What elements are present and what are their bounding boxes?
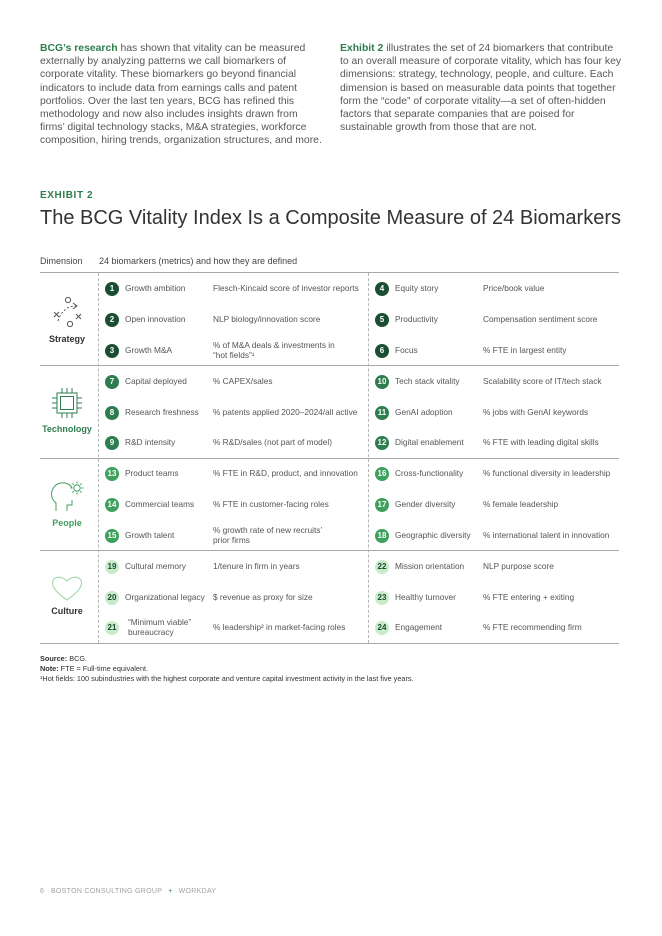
note-label: Note: [40, 664, 59, 673]
intro-right-text: illustrates the set of 24 biomarkers that contribute to an overall measure of corporate vitality, which has four key dimensions: strategy, technology, people, and culture. Each dimension is based on measurable data points that together form the “code” of corporate vitality—a set of often-hidden factors that separate companies that are poised for sustainable growth from those that are not. [340, 43, 622, 134]
biomarker-name: Research freshness [125, 407, 199, 417]
page-footer [40, 888, 216, 895]
biomarker-definition: % patents applied 2020–2024/all active [213, 407, 358, 417]
biomarker-number: 6 [375, 344, 389, 358]
biomarker-number: 24 [375, 621, 389, 635]
dimension-culture [40, 574, 94, 616]
biomarker-9 [105, 433, 367, 455]
footer-plus: + [168, 888, 173, 895]
biomarker-number: 14 [105, 498, 119, 512]
biomarker-definition: % growth rate of new recruits’ prior firms [213, 525, 323, 545]
biomarker-name: Geographic diversity [395, 530, 471, 540]
strategy-play-icon [40, 296, 94, 330]
source-text: BCG. [67, 654, 88, 663]
biomarker-definition: Flesch-Kincaid score of investor reports [213, 283, 359, 293]
source-label: Source: [40, 654, 68, 663]
note-text: FTE = Full-time equivalent. [58, 664, 149, 673]
biomarker-name: Organizational legacy [125, 592, 205, 602]
biomarker-number: 12 [375, 436, 389, 450]
biomarker-number: 22 [375, 560, 389, 574]
biomarker-definition: % CAPEX/sales [213, 376, 273, 386]
biomarker-7 [105, 372, 367, 394]
biomarker-number: 18 [375, 529, 389, 543]
intro-right-lead[interactable]: Exhibit 2 [340, 43, 384, 54]
dimension-people [40, 478, 94, 528]
biomarker-definition: $ revenue as proxy for size [213, 592, 313, 602]
biomarker-number: 11 [375, 406, 389, 420]
biomarker-23 [375, 588, 619, 610]
biomarker-name: Cultural memory [125, 561, 186, 571]
biomarker-11 [375, 403, 619, 425]
biomarker-number: 21 [105, 621, 119, 635]
biomarker-name: Commercial teams [125, 499, 195, 509]
exhibit-label: EXHIBIT 2 [40, 190, 94, 201]
dimension-column-divider [98, 273, 99, 643]
biomarker-13 [105, 464, 367, 486]
biomarker-name: Mission orientation [395, 561, 465, 571]
heart-icon [40, 574, 94, 602]
column-header-biomarkers: 24 biomarkers (metrics) and how they are defined [99, 256, 298, 266]
biomarker-definition: Price/book value [483, 283, 545, 293]
biomarker-19 [105, 557, 367, 579]
biomarker-name: Open innovation [125, 314, 186, 324]
biomarker-number: 16 [375, 467, 389, 481]
biomarker-definition: % FTE in largest entity [483, 345, 567, 355]
biomarker-name: Productivity [395, 314, 438, 324]
dimension-technology [40, 386, 94, 434]
biomarker-number: 2 [105, 313, 119, 327]
biomarker-definition: 1/tenure in firm in years [213, 561, 300, 571]
biomarker-18 [375, 526, 619, 548]
biomarker-definition: NLP purpose score [483, 561, 554, 571]
biomarker-2 [105, 310, 367, 332]
dimension-label-people: People [52, 518, 82, 528]
page-number: 6 [40, 888, 45, 895]
biomarker-1 [105, 279, 367, 301]
biomarker-definition: Compensation sentiment score [483, 314, 598, 324]
biomarker-definition: % FTE recommending firm [483, 622, 582, 632]
biomarker-16 [375, 464, 619, 486]
biomarker-definition: % jobs with GenAI keywords [483, 407, 589, 417]
head-gear-icon [40, 478, 94, 514]
table-top-rule [40, 272, 619, 273]
biomarker-name: GenAI adoption [395, 407, 453, 417]
biomarker-definition: NLP biology/innovation score [213, 314, 321, 324]
biomarker-definition: % R&D/sales (not part of model) [213, 437, 332, 447]
note-line [40, 664, 414, 674]
biomarker-definition: % FTE entering + exiting [483, 592, 575, 602]
biomarker-number: 4 [375, 282, 389, 296]
biomarker-definition: % international talent in innovation [483, 530, 610, 540]
column-header-dimension: Dimension [40, 256, 83, 266]
biomarker-name: Focus [395, 345, 418, 355]
biomarker-name: “Minimum viable” bureaucracy [128, 617, 192, 637]
biomarker-number: 20 [105, 591, 119, 605]
biomarker-definition: % female leadership [483, 499, 559, 509]
biomarker-definition: Scalability score of IT/tech stack [483, 376, 602, 386]
footer-partner: WORKDAY [178, 888, 217, 895]
biomarker-21 [105, 618, 367, 640]
biomarker-number: 15 [105, 529, 119, 543]
biomarker-number: 10 [375, 375, 389, 389]
biomarker-name: Growth ambition [125, 283, 186, 293]
dimension-label-technology: Technology [42, 424, 92, 434]
biomarker-name: Digital enablement [395, 437, 464, 447]
biomarker-14 [105, 495, 367, 517]
dimension-strategy [40, 296, 94, 344]
biomarker-name: Product teams [125, 468, 179, 478]
biomarker-name: Gender diversity [395, 499, 456, 509]
biomarker-number: 7 [105, 375, 119, 389]
divider-strategy-technology [40, 365, 619, 366]
biomarker-20 [105, 588, 367, 610]
biomarker-name: R&D intensity [125, 437, 176, 447]
footer-org: BOSTON CONSULTING GROUP [50, 888, 163, 895]
biomarker-6 [375, 341, 619, 363]
biomarker-name: Healthy turnover [395, 592, 456, 602]
biomarker-number: 19 [105, 560, 119, 574]
divider-people-culture [40, 550, 619, 551]
biomarker-name: Tech stack vitality [395, 376, 460, 386]
biomarker-number: 1 [105, 282, 119, 296]
biomarker-22 [375, 557, 619, 579]
biomarker-definition: % of M&A deals & investments in “hot fields”¹ [213, 340, 335, 360]
biomarker-24 [375, 618, 619, 640]
biomarker-3 [105, 341, 367, 363]
intro-right-paragraph [340, 42, 622, 134]
biomarker-name: Engagement [395, 622, 443, 632]
chip-icon [40, 386, 94, 420]
biomarker-15 [105, 526, 367, 548]
biomarker-definition: % FTE in customer-facing roles [213, 499, 329, 509]
biomarker-name: Capital deployed [125, 376, 187, 386]
dimension-label-strategy: Strategy [48, 334, 85, 344]
biomarker-number: 3 [105, 344, 119, 358]
biomarker-definition: % leadership² in market-facing roles [213, 622, 346, 632]
biomarker-name: Growth M&A [125, 345, 173, 355]
biomarker-number: 17 [375, 498, 389, 512]
divider-technology-people [40, 458, 619, 459]
exhibit-title: The BCG Vitality Index Is a Composite Measure of 24 Biomarkers [40, 207, 621, 229]
intro-left-lead: BCG’s research [40, 43, 118, 54]
biomarker-4 [375, 279, 619, 301]
biomarker-name: Growth talent [125, 530, 175, 540]
biomarker-definition: % FTE in R&D, product, and innovation [213, 468, 358, 478]
biomarker-number: 23 [375, 591, 389, 605]
biomarker-5 [375, 310, 619, 332]
footnote: ¹Hot fields: 100 subindustries with the highest corporate and venture capital investment activity in the last five years. [40, 674, 414, 683]
biomarker-10 [375, 372, 619, 394]
biomarker-17 [375, 495, 619, 517]
biomarker-8 [105, 403, 367, 425]
intro-left-paragraph [40, 42, 323, 148]
source-line [40, 654, 414, 664]
biomarker-number: 5 [375, 313, 389, 327]
exhibit-notes [40, 654, 414, 684]
biomarker-12 [375, 433, 619, 455]
dimension-label-culture: Culture [51, 606, 83, 616]
metric-column-divider [368, 273, 369, 643]
biomarker-number: 9 [105, 436, 119, 450]
biomarker-definition: % FTE with leading digital skills [483, 437, 599, 447]
biomarker-definition: % functional diversity in leadership [483, 468, 611, 478]
intro-left-text: has shown that vitality can be measured externally by analyzing patterns we call biomarkers of corporate vitality. These biomarkers go beyond financial indicators to include data from earnings calls and patent portfolios. Over the last ten years, BCG has refined this methodology and now also includes insights drawn from firms’ digital technology stacks, M&A strategies, workforce composition, hiring trends, organization structures, and more. [40, 43, 322, 147]
biomarker-number: 13 [105, 467, 119, 481]
table-bottom-rule [40, 643, 619, 644]
biomarker-name: Equity story [395, 283, 439, 293]
biomarker-number: 8 [105, 406, 119, 420]
biomarker-name: Cross-functionality [395, 468, 464, 478]
